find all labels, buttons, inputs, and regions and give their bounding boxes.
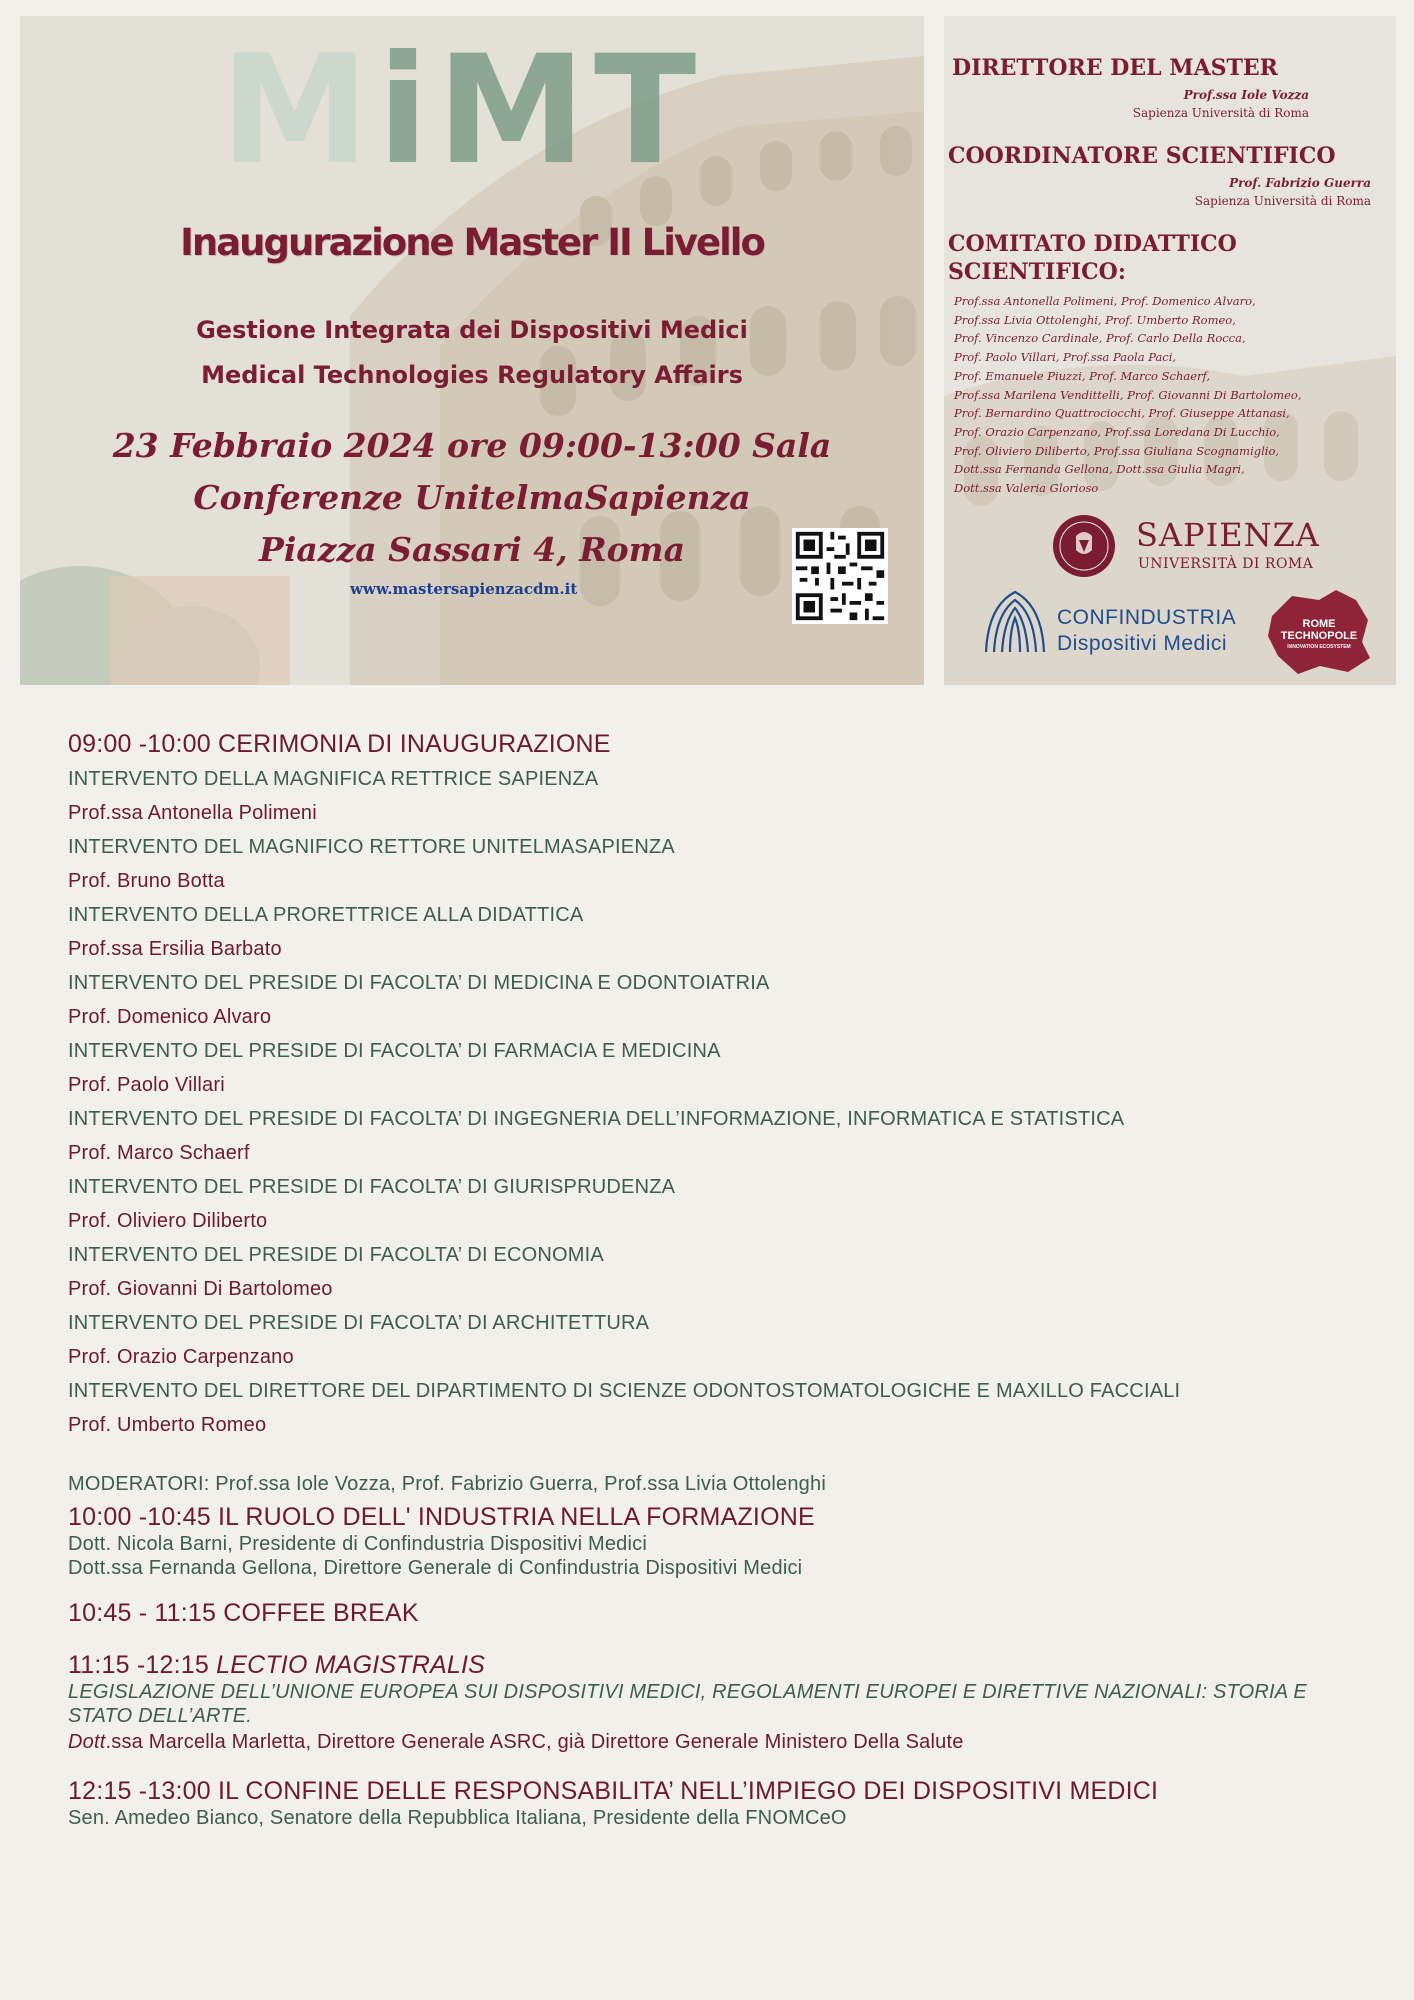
list-item: INTERVENTO DEL PRESIDE DI FACOLTA’ DI ECONOMIA [68,1244,604,1266]
technopole-logo-text: ROME [1302,618,1336,630]
ceremony-list [68,762,1368,1442]
committee-line: Prof.ssa Livia Ottolenghi, Prof. Umberto Romeo, [954,312,1236,327]
list-item: INTERVENTO DEL PRESIDE DI FACOLTA’ DI GIURISPRUDENZA [68,1176,676,1198]
lectio-topic-line-1: LEGISLAZIONE DELL’UNIONE EUROPEA SUI DISPOSITIVI MEDICI, REGOLAMENTI EUROPEI E DIRETTIVE NAZIONALI: STORIA E [68,1681,1307,1703]
moderators-line: MODERATORI: Prof.ssa Iole Vozza, Prof. Fabrizio Guerra, Prof.ssa Livia Ottolenghi [68,1473,826,1495]
event-venue-line: Conferenze UnitelmaSapienza [193,478,751,517]
mimt-logo: MiMT [220,24,705,198]
committee-line: Dott.ssa Fernanda Gellona, Dott.ssa Giulia Magri, [954,462,1245,477]
list-item: Prof. Bruno Botta [68,870,225,892]
event-date-line-1: 23 Febbraio 2024 ore 09:00-13:00 Sala [112,426,832,465]
master-subtitle-2: Medical Technologies Regulatory Affairs [201,361,743,389]
committee-line: Dott.ssa Valeria Glorioso [954,481,1099,496]
coordinator-heading: COORDINATORE SCIENTIFICO [948,143,1336,169]
industry-section-title: 10:00 -10:45 IL RUOLO DELL' INDUSTRIA NELLA FORMAZIONE [68,1503,815,1531]
committee-heading-2: SCIENTIFICO: [948,259,1126,285]
list-item: Prof.ssa Ersilia Barbato [68,938,282,960]
list-item: Prof. Paolo Villari [68,1074,225,1096]
director-affiliation: Sapienza Università di Roma [1132,106,1309,120]
committee-line: Prof. Emanuele Piuzzi, Prof. Marco Schaerf, [954,368,1211,383]
coordinator-affiliation: Sapienza Università di Roma [1194,194,1371,208]
list-item: Prof. Umberto Romeo [68,1414,267,1436]
lectio-topic-line-2: STATO DELL’ARTE. [68,1705,253,1727]
director-name: Prof.ssa Iole Vozza [1183,88,1309,102]
faculty-panel [944,16,1396,685]
lectio-speaker-title: Dott [68,1731,106,1753]
list-item: Prof. Orazio Carpenzano [68,1346,294,1368]
lectio-section-title [68,1650,1368,1680]
event-title: Inaugurazione Master II Livello [180,221,764,264]
coordinator-name: Prof. Fabrizio Guerra [1229,176,1371,190]
technopole-logo-text-2: TECHNOPOLE [1280,630,1358,642]
list-item: Prof. Domenico Alvaro [68,1006,272,1028]
committee-list [954,292,1374,498]
sapienza-logo-subtext: UNIVERSITÀ DI ROMA [1138,556,1314,572]
list-item: INTERVENTO DELLA MAGNIFICA RETTRICE SAPIENZA [68,768,599,790]
list-item: Prof. Oliviero Diliberto [68,1210,268,1232]
list-item: Prof. Marco Schaerf [68,1142,250,1164]
committee-line: Prof. Oliviero Diliberto, Prof.ssa Giuliana Scognamiglio, [954,443,1280,458]
list-item: Prof.ssa Antonella Polimeni [68,802,317,824]
lectio-speaker-name: .ssa Marcella Marletta, Direttore Generale ASRC, già Direttore Generale Ministero Della Salute [105,1731,964,1753]
list-item: INTERVENTO DEL DIRETTORE DEL DIPARTIMENTO DI SCIENZE ODONTOSTOMATOLOGICHE E MAXILLO FACCIALI [68,1380,1181,1402]
lectio-time: 11:15 -12:15 [68,1651,217,1679]
list-item: INTERVENTO DELLA PRORETTRICE ALLA DIDATTICA [68,904,584,926]
list-item: INTERVENTO DEL MAGNIFICO RETTORE UNITELMASAPIENZA [68,836,675,858]
responsibility-speaker: Sen. Amedeo Bianco, Senatore della Repubblica Italiana, Presidente della FNOMCeO [68,1807,847,1829]
program-schedule [68,726,1368,1830]
confindustria-logo-icon [980,586,1050,656]
committee-line: Prof. Bernardino Quattrociocchi, Prof. Giuseppe Attanasi, [954,406,1290,421]
list-item: INTERVENTO DEL PRESIDE DI FACOLTA’ DI ARCHITETTURA [68,1312,650,1334]
technopole-logo-subtext: INNOVATION ECOSYSTEM [1287,644,1351,650]
event-address-line: Piazza Sassari 4, Roma [259,530,685,569]
director-heading: DIRETTORE DEL MASTER [952,55,1278,81]
list-item: Prof. Giovanni Di Bartolomeo [68,1278,333,1300]
confindustria-logo-text: CONFINDUSTRIA [1057,606,1237,629]
list-item: INTERVENTO DEL PRESIDE DI FACOLTA’ DI FARMACIA E MEDICINA [68,1040,721,1062]
committee-heading-1: COMITATO DIDATTICO [948,231,1237,257]
lectio-speaker [68,1730,1368,1754]
list-item: INTERVENTO DEL PRESIDE DI FACOLTA’ DI MEDICINA E ODONTOIATRIA [68,972,770,994]
responsibility-section-title: 12:15 -13:00 IL CONFINE DELLE RESPONSABILITA’ NELL’IMPIEGO DEI DISPOSITIVI MEDICI [68,1777,1159,1805]
committee-line: Prof. Orazio Carpenzano, Prof.ssa Loredana Di Lucchio, [954,424,1280,439]
committee-line: Prof. Vincenzo Cardinale, Prof. Carlo Della Rocca, [954,331,1246,346]
industry-speaker-2: Dott.ssa Fernanda Gellona, Direttore Generale di Confindustria Dispositivi Medici [68,1557,803,1579]
committee-line: Prof.ssa Marilena Vendittelli, Prof. Giovanni Di Bartolomeo, [954,387,1302,402]
sapienza-logo-text: SAPIENZA [1136,516,1320,554]
industry-speaker-1: Dott. Nicola Barni, Presidente di Confindustria Dispositivi Medici [68,1533,647,1555]
committee-line: Prof. Paolo Villari, Prof.ssa Paola Paci, [954,350,1177,365]
ceremony-section-title: 09:00 -10:00 CERIMONIA DI INAUGURAZIONE [68,730,611,758]
coffee-break-title: 10:45 - 11:15 COFFEE BREAK [68,1599,419,1627]
committee-line: Prof.ssa Antonella Polimeni, Prof. Domenico Alvaro, [954,294,1256,308]
confindustria-logo-subtext: Dispositivi Medici [1057,632,1228,655]
sapienza-seal-icon [1052,514,1116,578]
qr-code-icon[interactable] [792,528,888,624]
lectio-label: LECTIO MAGISTRALIS [216,1651,486,1679]
list-item: INTERVENTO DEL PRESIDE DI FACOLTA’ DI INGEGNERIA DELL’INFORMAZIONE, INFORMATICA E STATISTICA [68,1108,1125,1130]
website-link[interactable]: www.mastersapienzacdm.it [350,580,578,598]
master-subtitle-1: Gestione Integrata dei Dispositivi Medici [196,316,748,344]
hero-banner [20,16,924,685]
